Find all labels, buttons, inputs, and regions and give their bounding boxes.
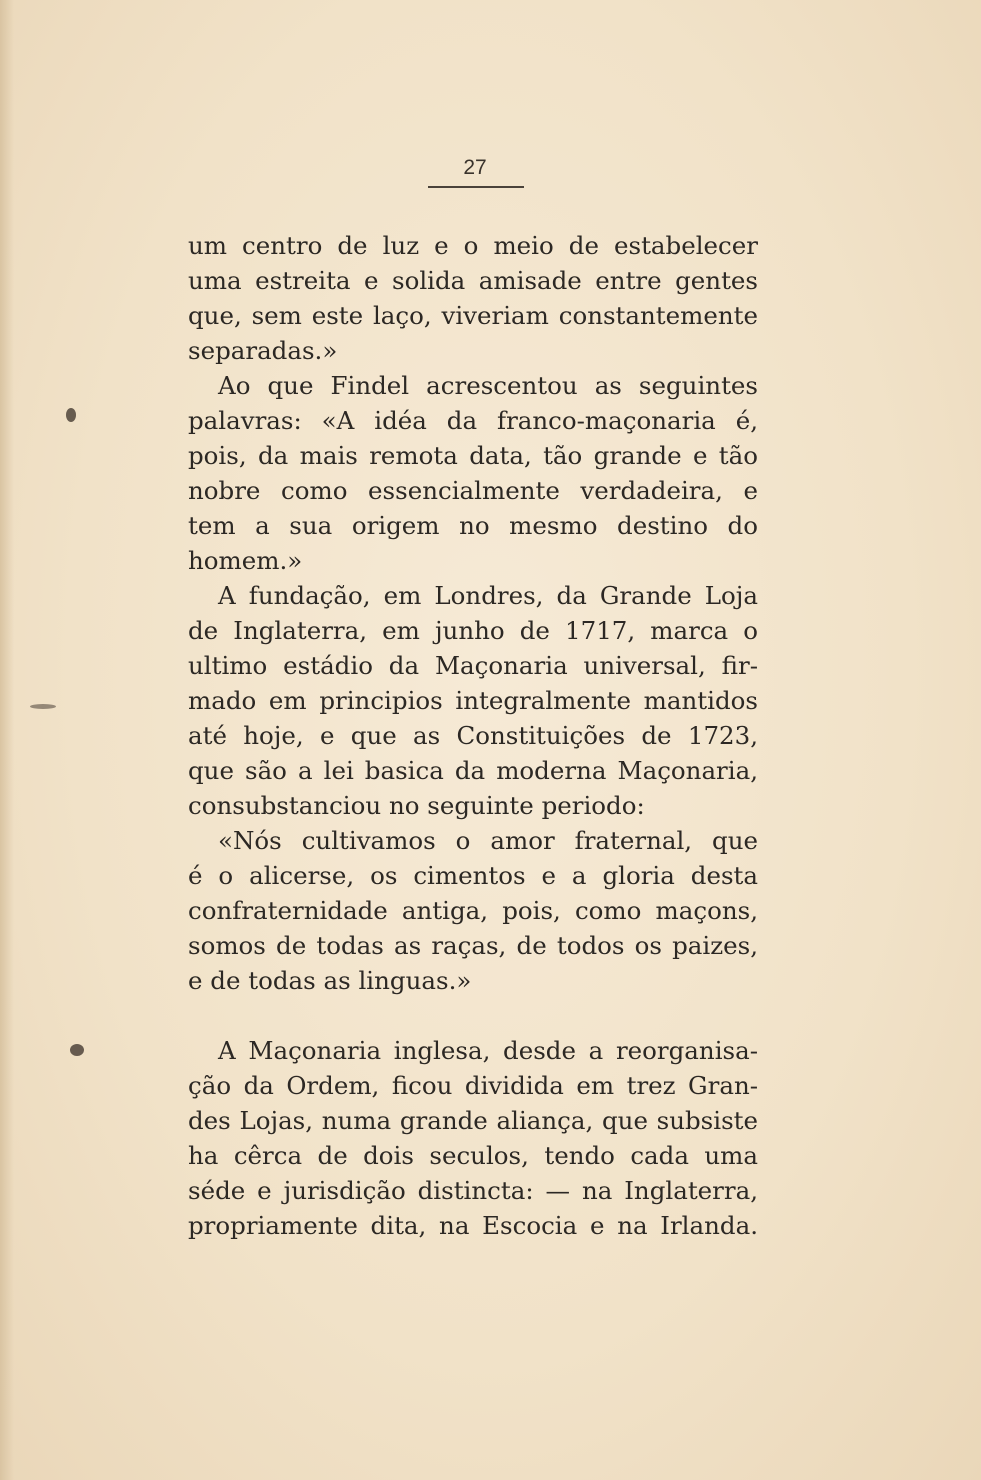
- text-line: nobre como essencialmente verdadeira, e: [188, 476, 758, 505]
- text-line: pois, da mais remota data, tão grande e tão: [188, 441, 758, 470]
- body-text: [188, 228, 758, 1243]
- ink-spot: [30, 704, 56, 709]
- text-line: separadas.»: [188, 336, 338, 365]
- paragraph-4: [188, 823, 758, 998]
- text-line: até hoje, e que as Constituições de 1723,: [188, 721, 758, 750]
- text-line: mado em principios integralmente mantidos: [188, 686, 758, 715]
- text-line: e de todas as linguas.»: [188, 966, 472, 995]
- text-line: séde e jurisdição distincta: — na Inglaterra,: [188, 1176, 758, 1205]
- page-binding-edge: [0, 0, 14, 1480]
- text-line: tem a sua origem no mesmo destino do: [188, 511, 758, 540]
- text-line: ultimo estádio da Maçonaria universal, fir-: [188, 651, 758, 680]
- ink-spot: [66, 408, 76, 422]
- paragraph-gap: [188, 998, 758, 1033]
- paragraph-1: [188, 228, 758, 368]
- text-line: Ao que Findel acrescentou as seguintes: [218, 371, 758, 400]
- page-number: 27: [463, 156, 487, 179]
- text-line: ção da Ordem, ficou dividida em trez Gran-: [188, 1071, 758, 1100]
- paragraph-2: [188, 368, 758, 578]
- text-line: palavras: «A idéa da franco-maçonaria é,: [188, 406, 758, 435]
- text-line: homem.»: [188, 546, 303, 575]
- page-number-rule: [428, 186, 524, 188]
- text-line: A Maçonaria inglesa, desde a reorganisa-: [218, 1036, 758, 1065]
- text-line: somos de todas as raças, de todos os paizes,: [188, 931, 758, 960]
- text-line: um centro de luz e o meio de estabelecer: [188, 231, 758, 260]
- ink-spot: [70, 1044, 84, 1056]
- text-line: uma estreita e solida amisade entre gentes: [188, 266, 758, 295]
- text-line: «Nós cultivamos o amor fraternal, que: [218, 826, 758, 855]
- text-line: ha cêrca de dois seculos, tendo cada uma: [188, 1141, 758, 1170]
- text-line: que, sem este laço, viveriam constantemente: [188, 301, 758, 330]
- text-line: que são a lei basica da moderna Maçonaria,: [188, 756, 758, 785]
- text-line: confraternidade antiga, pois, como maçons,: [188, 896, 758, 925]
- text-line: A fundação, em Londres, da Grande Loja: [218, 581, 758, 610]
- text-line: de Inglaterra, em junho de 1717, marca o: [188, 616, 758, 645]
- text-line: des Lojas, numa grande aliança, que subsiste: [188, 1106, 758, 1135]
- text-line: é o alicerse, os cimentos e a gloria desta: [188, 861, 758, 890]
- text-line: propriamente dita, na Escocia e na Irlanda.: [188, 1211, 758, 1240]
- text-line: consubstanciou no seguinte periodo:: [188, 791, 645, 820]
- paragraph-5: [188, 1033, 758, 1243]
- paragraph-3: [188, 578, 758, 823]
